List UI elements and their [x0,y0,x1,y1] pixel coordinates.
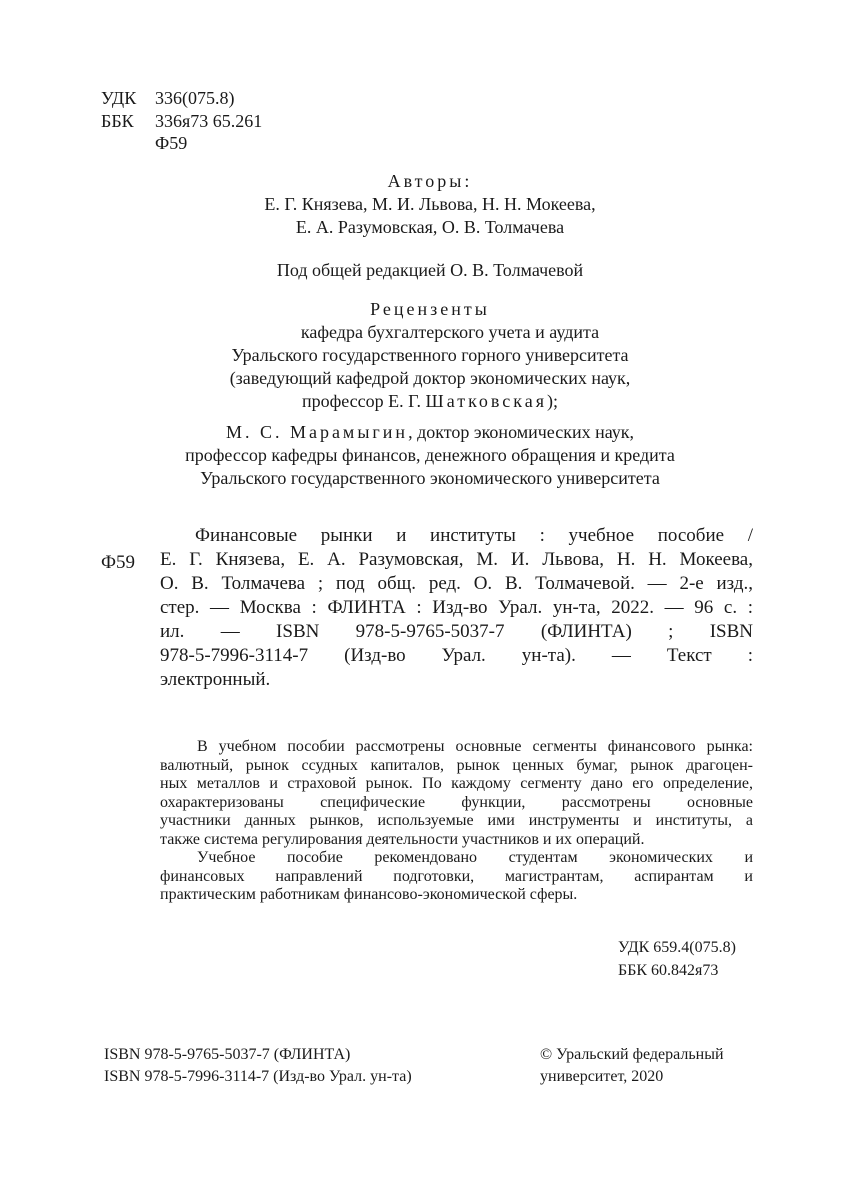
reviewer-2-line-1 [130,421,730,443]
reviewer-1-name: Шатковская [425,391,548,411]
bibliographic-description [160,524,753,692]
annotation-line: также система регулирования деятельности участников и их операций. [160,830,645,848]
bib-author-sign: Ф59 [101,552,136,573]
reviewer-1-title: профессор Е. Г. [301,391,422,411]
bottom-udk: УДК 659.4(075.8) [618,939,736,956]
reviewer-2-line-3: Уральского государственного экономического университета [200,468,660,488]
isbn-line-2: ISBN 978-5-7996-3114-7 (Изд-во Урал. ун-та) [104,1068,412,1085]
isbn-line-1: ISBN 978-5-9765-5037-7 (ФЛИНТА) [104,1046,351,1063]
reviewer-1-line-2: Уральского государственного горного университета [231,345,629,365]
annotation-line: охарактеризованы специфические функции, рассмотрены основные [160,793,753,811]
annotation-line: В учебном пособии рассмотрены основные сегменты финансового рынка: [197,738,753,755]
authors-heading: Авторы: [387,171,473,191]
copyright-line-2: университет, 2020 [540,1068,664,1085]
reviewer-1-line-4 [160,390,700,412]
annotation-line: практическим работникам финансово-экономической сферы. [160,886,578,903]
authors-line-1: Е. Г. Князева, М. И. Львова, Н. Н. Мокеева, [264,194,596,214]
bbk-value: 336я73 65.261 [155,111,263,131]
author-sign: Ф59 [155,133,188,153]
copyright-line-1: © Уральский федеральный [540,1046,724,1063]
bottom-bbk: ББК 60.842я73 [618,962,719,979]
authors-line-2: Е. А. Разумовская, О. В. Толмачева [295,217,565,237]
reviewer-1-line-1: кафедра бухгалтерского учета и аудита [300,322,600,342]
reviewer-1-close: ); [547,391,559,411]
reviewer-2-name: М. С. Марамыгин [225,422,409,442]
annotation-line: Учебное пособие рекомендовано студентам экономических и [197,849,753,866]
reviewer-2-line-2: профессор кафедры финансов, денежного обращения и кредита [185,445,675,465]
bib-line: О. В. Толмачева ; под общ. ред. О. В. Толмачевой. — 2-е изд., [160,573,753,594]
bib-line: Е. Г. Князева, Е. А. Разумовская, М. И. Львова, Н. Н. Мокеева, [160,549,753,570]
bib-line: электронный. [160,669,271,690]
bib-line: Финансовые рынки и институты : учебное пособие / [195,525,753,546]
bbk-line [101,110,262,132]
bib-line: 978-5-7996-3114-7 (Изд-во Урал. ун-та). — Текст : [160,645,753,666]
annotation-line: валютный, рынок ссудных капиталов, рынок ценных бумаг, рынок драгоцен- [160,756,753,774]
udk-line [101,87,235,109]
bbk-label: ББК [101,111,134,131]
annotation-line: участники данных рынков, используемые ими инструменты и институты, а [160,812,753,829]
annotation [160,738,753,905]
bib-line: стер. — Москва : ФЛИНТА : Изд-во Урал. ун-та, 2022. — 96 с. : [160,597,753,618]
reviewer-1-line-3: (заведующий кафедрой доктор экономических наук, [229,368,631,388]
udk-value: 336(075.8) [155,88,235,108]
bib-line: ил. — ISBN 978-5-9765-5037-7 (ФЛИНТА) ; ISBN [160,621,753,642]
editor-line: Под общей редакцией О. В. Толмачевой [276,260,584,280]
udk-label: УДК [101,88,137,108]
annotation-line: ных металлов и страховой рынок. По каждому сегменту дано его определение, [160,775,753,792]
reviewers-heading: Рецензенты [370,299,490,319]
reviewer-2-degree: , доктор экономических наук, [408,422,635,442]
annotation-line: финансовых направлений подготовки, магистрантам, аспирантам и [160,867,753,885]
